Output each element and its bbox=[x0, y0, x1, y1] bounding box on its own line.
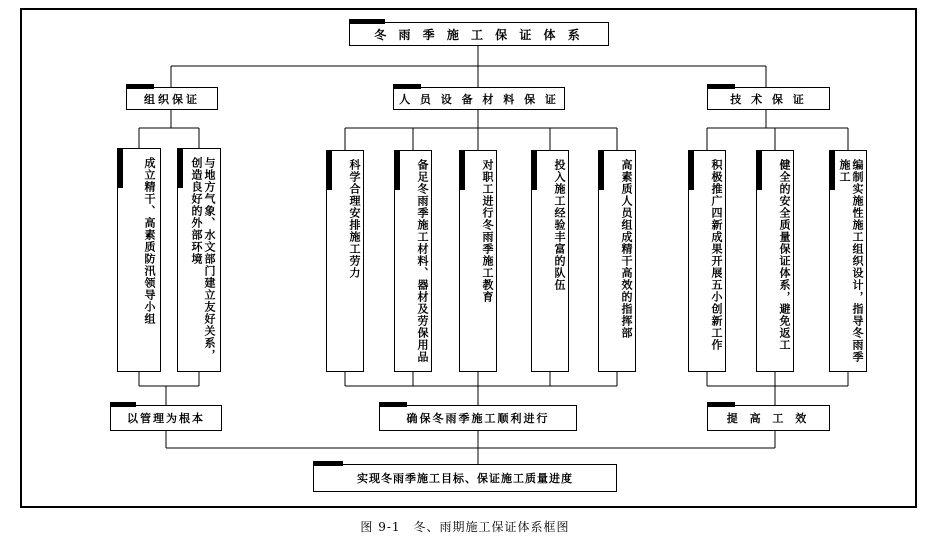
branch-resources-tab bbox=[393, 84, 421, 89]
item-bar bbox=[326, 150, 332, 190]
result-management-label: 以管理为根本 bbox=[127, 412, 205, 425]
result-efficiency-label: 提 高 工 效 bbox=[726, 412, 811, 425]
item-bar bbox=[598, 150, 604, 190]
branch-org bbox=[126, 87, 218, 110]
item-text: 科学合理安排施工劳力 bbox=[348, 159, 361, 279]
item-staff-education bbox=[459, 150, 497, 372]
goal-label: 实现冬雨季施工目标、保证施工质量进度 bbox=[357, 472, 573, 485]
branch-tech bbox=[707, 87, 830, 110]
result-management-tab bbox=[110, 402, 136, 407]
item-leading-group bbox=[117, 148, 161, 372]
item-bar bbox=[459, 150, 465, 190]
result-smooth-progress bbox=[379, 405, 577, 431]
result-management bbox=[110, 405, 222, 431]
item-bar bbox=[756, 150, 762, 190]
item-text: 对职工进行冬雨季施工教育 bbox=[481, 159, 494, 303]
item-text: 备足冬雨季施工材料、器材及劳保用品 bbox=[416, 159, 429, 363]
result-smooth-progress-tab bbox=[379, 402, 407, 407]
item-headquarters bbox=[598, 150, 636, 372]
item-bar bbox=[117, 148, 123, 188]
result-efficiency bbox=[707, 405, 830, 431]
branch-tech-tab bbox=[707, 84, 735, 89]
branch-tech-label: 技 术 保 证 bbox=[730, 92, 807, 106]
item-innovation bbox=[688, 150, 726, 372]
item-bar bbox=[688, 150, 694, 190]
item-construction-design bbox=[829, 150, 867, 372]
goal-tab bbox=[313, 461, 343, 466]
item-text: 积极推广四新成果开展五小创新工作 bbox=[710, 159, 723, 351]
item-text: 与地方气象、水文部门建立友好关系，创造良好的外部环境 bbox=[190, 157, 216, 361]
result-smooth-progress-label: 确保冬雨季施工顺利进行 bbox=[406, 412, 550, 425]
item-quality-system bbox=[756, 150, 794, 372]
item-text: 编制实施性施工组织设计，指导冬雨季施工 bbox=[838, 159, 864, 363]
title-tab-marker bbox=[349, 19, 385, 24]
item-bar bbox=[177, 148, 183, 188]
item-experienced-team bbox=[531, 150, 569, 372]
branch-org-label: 组织保证 bbox=[144, 92, 200, 106]
item-bar bbox=[829, 150, 835, 190]
item-text: 高素质人员组成精干高效的指挥部 bbox=[620, 159, 633, 339]
item-bar bbox=[394, 150, 400, 190]
item-materials bbox=[394, 150, 432, 372]
goal-box bbox=[313, 464, 617, 492]
item-text: 成立精干、高素质防汛领导小组 bbox=[143, 157, 156, 325]
branch-org-tab bbox=[126, 84, 154, 89]
item-text: 投入施工经验丰富的队伍 bbox=[553, 159, 566, 291]
title-text: 冬 雨 季 施 工 保 证 体 系 bbox=[374, 27, 584, 42]
item-external-relations bbox=[177, 148, 221, 372]
branch-resources bbox=[393, 87, 565, 110]
branch-resources-label: 人 员 设 备 材 料 保 证 bbox=[399, 92, 559, 106]
title-box bbox=[349, 22, 609, 46]
figure-caption: 图 9-1 冬、雨期施工保证体系框图 bbox=[360, 520, 570, 534]
item-bar bbox=[531, 150, 537, 190]
result-efficiency-tab bbox=[707, 402, 735, 407]
item-text: 健全的安全质量保证体系，避免返工 bbox=[778, 159, 791, 351]
item-labor-arrangement bbox=[326, 150, 364, 372]
